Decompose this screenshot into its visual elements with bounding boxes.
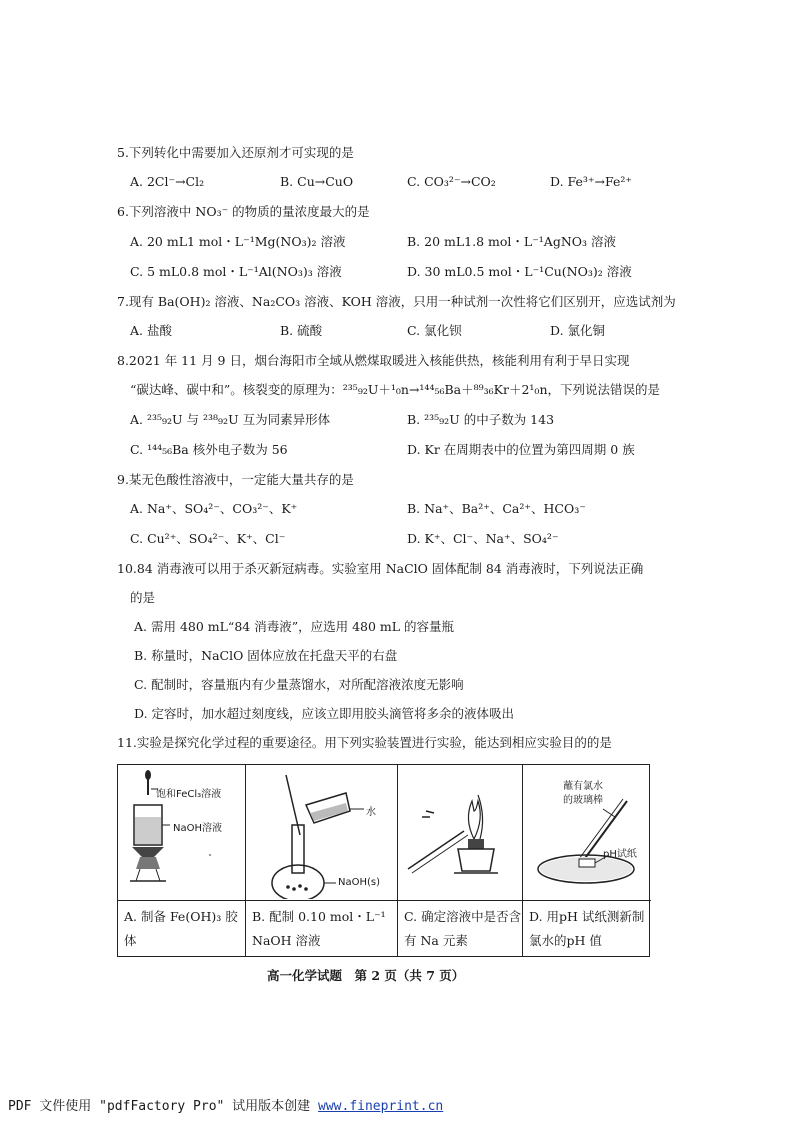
caption-a: A. 制备 Fe(OH)₃ 胶体 — [124, 909, 238, 948]
question-10-stem: 10.84 消毒液可以用于杀灭新冠病毒。实验室用 NaClO 固体配制 84 消毒液时，下列说法正确 — [117, 561, 644, 576]
q5-option-a: A. 2Cl⁻→Cl₂ — [130, 174, 205, 189]
label-glass-rod: 的玻璃棒 — [563, 795, 603, 806]
q6-option-c: C. 5 mL0.8 mol・L⁻¹Al(NO₃)₃ 溶液 — [130, 264, 342, 279]
q9-option-d: D. K⁺、Cl⁻、Na⁺、SO₄²⁻ — [407, 531, 559, 546]
apparatus-d-diagram — [523, 765, 651, 901]
table-cell-d — [523, 765, 651, 956]
question-5-stem: 5.下列转化中需要加入还原剂才可实现的是 — [117, 145, 354, 160]
label-naoh-solid: NaOH(s) — [338, 877, 381, 888]
q9-option-b: B. Na⁺、Ba²⁺、Ca²⁺、HCO₃⁻ — [407, 501, 586, 516]
q6-option-d: D. 30 mL0.5 mol・L⁻¹Cu(NO₃)₂ 溶液 — [407, 264, 632, 279]
q6-option-b: B. 20 mL1.8 mol・L⁻¹AgNO₃ 溶液 — [407, 234, 617, 249]
pdf-watermark — [8, 1095, 443, 1114]
q7-option-c: C. 氯化钡 — [407, 323, 462, 338]
apparatus-b-diagram — [246, 765, 397, 901]
caption-b: B. 配制 0.10 mol・L⁻¹ NaOH 溶液 — [252, 909, 386, 948]
q9-option-c: C. Cu²⁺、SO₄²⁻、K⁺、Cl⁻ — [130, 531, 286, 546]
q8-option-a: A. ²³⁵₉₂U 与 ²³⁸₉₂U 互为同素异形体 — [130, 412, 331, 427]
caption-d: D. 用pH 试纸测新制氯水的pH 值 — [529, 909, 645, 948]
question-11-stem: 11.实验是探究化学过程的重要途径。用下列实验装置进行实验，能达到相应实验目的的是 — [117, 735, 612, 750]
caption-c: C. 确定溶液中是否含有 Na 元素 — [404, 909, 522, 948]
q5-option-b: B. Cu→CuO — [280, 174, 354, 189]
q8-option-c: C. ¹⁴⁴₅₆Ba 核外电子数为 56 — [130, 442, 288, 457]
q8-option-d: D. Kr 在周期表中的位置为第四周期 0 族 — [407, 442, 635, 457]
label-ph-paper: pH试纸 — [603, 849, 637, 860]
q10-option-a: A. 需用 480 mL“84 消毒液”，应选用 480 mL 的容量瓶 — [134, 619, 455, 634]
q6-option-a: A. 20 mL1 mol・L⁻¹Mg(NO₃)₂ 溶液 — [130, 234, 346, 249]
q8-option-b: B. ²³⁵₉₂U 的中子数为 143 — [407, 412, 555, 427]
experiment-table — [117, 764, 650, 957]
table-cell-c — [398, 765, 523, 956]
q7-option-a: A. 盐酸 — [130, 323, 172, 338]
q5-option-d: D. Fe³⁺→Fe²⁺ — [550, 174, 632, 189]
page-footer: 高一化学试题 第 2 页（共 7 页） — [267, 968, 465, 983]
table-cell-a — [118, 765, 246, 956]
q7-option-b: B. 硫酸 — [280, 323, 323, 338]
question-6-stem: 6.下列溶液中 NO₃⁻ 的物质的量浓度最大的是 — [117, 204, 370, 219]
apparatus-a-diagram — [118, 765, 245, 901]
question-8-stem-continued: “碳达峰、碳中和”。核裂变的原理为：²³⁵₉₂U＋¹₀n→¹⁴⁴₅₆Ba＋⁸⁹₃₆Kr＋2¹₀n，下列说法错误的是 — [130, 382, 660, 397]
q7-option-d: D. 氯化铜 — [550, 323, 606, 338]
question-9-stem: 9.某无色酸性溶液中，一定能大量共存的是 — [117, 472, 354, 487]
q9-option-a: A. Na⁺、SO₄²⁻、CO₃²⁻、K⁺ — [130, 501, 298, 516]
label-fecl3-solution: 饱和FeCl₃溶液 — [156, 789, 222, 800]
question-10-stem-continued: 的是 — [130, 590, 156, 605]
table-cell-b — [246, 765, 398, 956]
apparatus-c-diagram — [398, 765, 522, 901]
question-7-stem: 7.现有 Ba(OH)₂ 溶液、Na₂CO₃ 溶液、KOH 溶液，只用一种试剂一次性将它们区别开，应选试剂为 — [117, 294, 676, 309]
watermark-link[interactable]: www.fineprint.cn — [318, 1099, 444, 1114]
flame-test-burner-icon — [398, 765, 521, 899]
q10-option-d: D. 定容时，加水超过刻度线，应该立即用胶头滴管将多余的液体吸出 — [134, 706, 515, 721]
q5-option-c: C. CO₃²⁻→CO₂ — [407, 174, 496, 189]
q10-option-b: B. 称量时，NaClO 固体应放在托盘天平的右盘 — [134, 648, 398, 663]
question-8-stem: 8.2021 年 11 月 9 日，烟台海阳市全域从燃煤取暖进入核能供热，核能利用有利于早日实现 — [117, 353, 630, 368]
q10-option-c: C. 配制时，容量瓶内有少量蒸馏水，对所配溶液浓度无影响 — [134, 677, 464, 692]
label-chlorine-water-dipped: 蘸有氯水 — [563, 781, 603, 792]
label-naoh-solution: NaOH溶液 — [173, 823, 222, 834]
label-water: 水 — [366, 807, 376, 818]
watermark-text: PDF 文件使用 "pdfFactory Pro" 试用版本创建 — [8, 1099, 319, 1114]
